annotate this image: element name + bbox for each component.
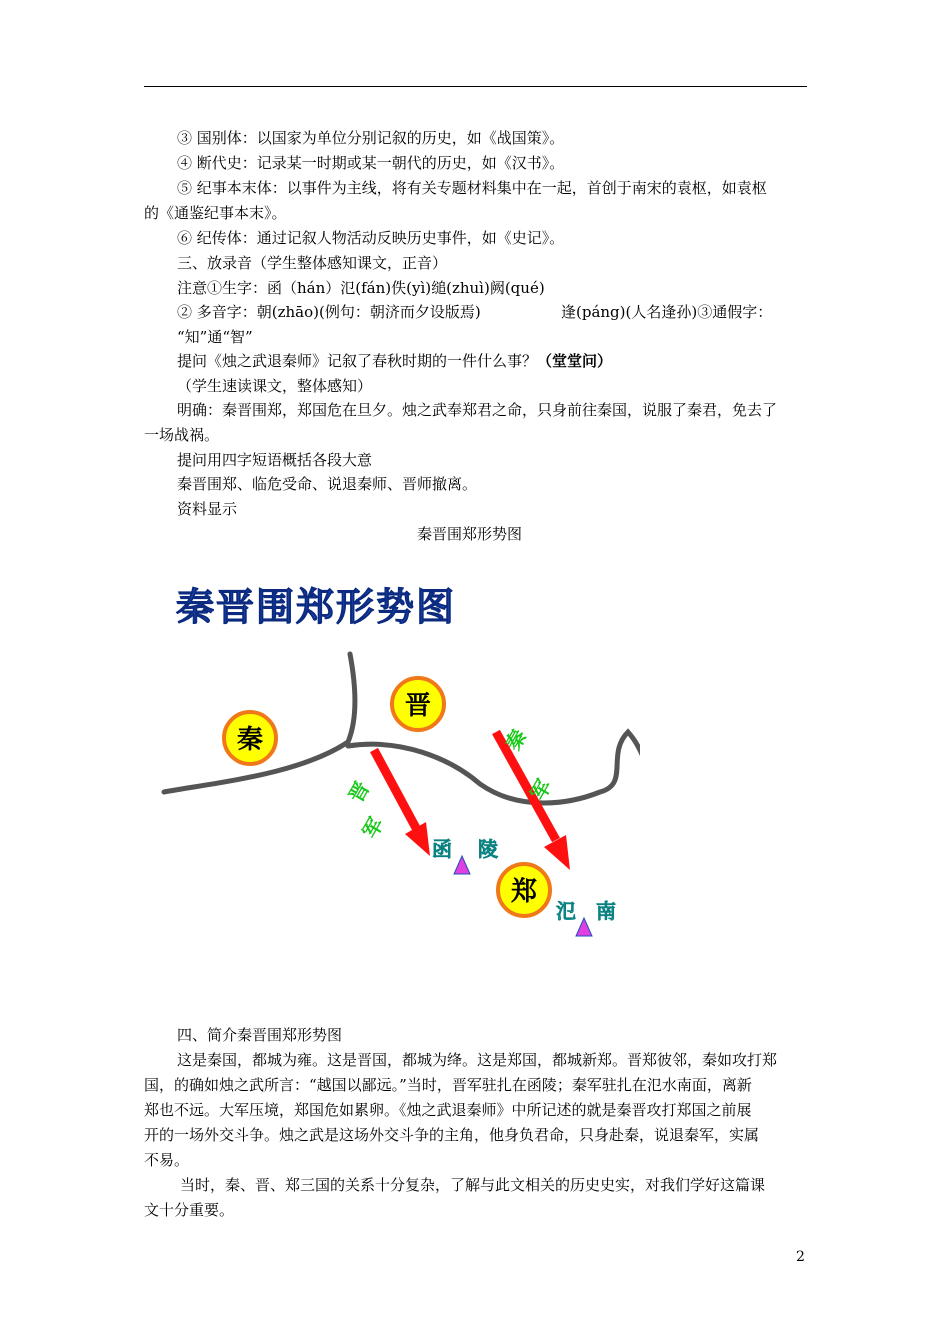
text-line: ② 多音字：朝(zhāo)(例句：朝济而夕设版焉) (177, 303, 481, 321)
question-tag: （堂堂问） (537, 352, 613, 370)
map-title: 秦晋围郑形势图 (176, 585, 457, 629)
text-line: 秦晋围郑、临危受命、说退秦师、晋师撤离。 (177, 475, 478, 493)
jin-army-char-1: 晋 (343, 777, 375, 807)
text-line (177, 351, 612, 371)
text-line: ⑤ 纪事本末体：以事件为主线，将有关专题材料集中在一起，首创于南宋的袁枢，如袁枢 (177, 179, 767, 197)
fannan-char-1: 氾 (556, 899, 576, 923)
text-line: 明确：秦晋围郑，郑国危在旦夕。烛之武奉郑君之命，只身前往秦国，说服了秦君，免去了 (177, 401, 778, 419)
hanling-char-1: 函 (432, 837, 452, 861)
text-line: 的《通鉴纪事本末》。 (144, 204, 287, 222)
hanling-char-2: 陵 (478, 837, 498, 861)
text-line: 当时，秦、晋、郑三国的关系十分复杂，了解与此文相关的历史史实，对我们学好这篇课 (180, 1176, 766, 1194)
text-line: 不易。 (144, 1151, 190, 1169)
zheng-label: 郑 (510, 877, 538, 907)
text-line: 一场战祸。 (144, 426, 220, 444)
text-line: ③ 国别体：以国家为单位分别记叙的历史，如《战国策》。 (177, 129, 565, 147)
text-line: 国，的确如烛之武所言：“越国以鄙远。”当时，晋军驻扎在函陵；秦军驻扎在氾水南面，离新 (144, 1076, 752, 1094)
qin-army-char-2: 军 (525, 775, 557, 805)
text-line: 逢(páng)(人名逢孙)③通假字： (561, 303, 773, 321)
jin-army-char-2: 军 (357, 813, 389, 843)
header-rule (144, 86, 807, 87)
qin-state-marker (224, 712, 276, 764)
page-number: 2 (796, 1249, 805, 1265)
hanling-marker-icon (454, 856, 470, 874)
text-line: 这是秦国，都城为雍。这是晋国，都城为绛。这是郑国，都城新郑。晋郑彼邻，秦如攻打郑 (177, 1051, 778, 1069)
text-line: 文十分重要。 (144, 1201, 235, 1219)
jin-label: 晋 (404, 691, 432, 721)
question-text: 提问《烛之武退秦师》记叙了春秋时期的一件什么事？ (177, 352, 538, 370)
text-line: 三、放录音（学生整体感知课文，正音） (177, 254, 448, 272)
text-line: （学生速读课文，整体感知） (177, 377, 373, 395)
zheng-state-marker (498, 864, 550, 916)
text-line: ⑥ 纪传体：通过记叙人物活动反映历史事件，如《史记》。 (177, 229, 565, 247)
text-line: “知”通“智” (177, 328, 253, 346)
text-line: 郑也不远。大军压境，郑国危如累卵。《烛之武退秦师》中所记述的就是秦晋攻打郑国之前展 (144, 1101, 752, 1119)
jin-army-arrow (374, 750, 430, 856)
text-line: 注意①生字：函（hán）氾(fán)佚(yì)缒(zhuì)阙(qué) (177, 279, 545, 297)
qin-label: 秦 (236, 725, 264, 755)
figure-caption: 秦晋围郑形势图 (417, 525, 523, 543)
text-line: 提问用四字短语概括各段大意 (177, 451, 373, 469)
text-line: ④ 断代史：记录某一时期或某一朝代的历史，如《汉书》。 (177, 154, 565, 172)
jin-state-marker (392, 678, 444, 730)
fannan-char-2: 南 (596, 899, 616, 923)
text-line: 四、简介秦晋围郑形势图 (177, 1026, 343, 1044)
qin-army-char-1: 秦 (500, 725, 532, 755)
text-line: 资料显示 (177, 500, 238, 518)
situation-map (160, 578, 640, 948)
fannan-marker-icon (576, 918, 592, 936)
text-line: 开的一场外交斗争。烛之武是这场外交斗争的主角，他身负君命，只身赴秦，说退秦军，实属 (144, 1126, 760, 1144)
